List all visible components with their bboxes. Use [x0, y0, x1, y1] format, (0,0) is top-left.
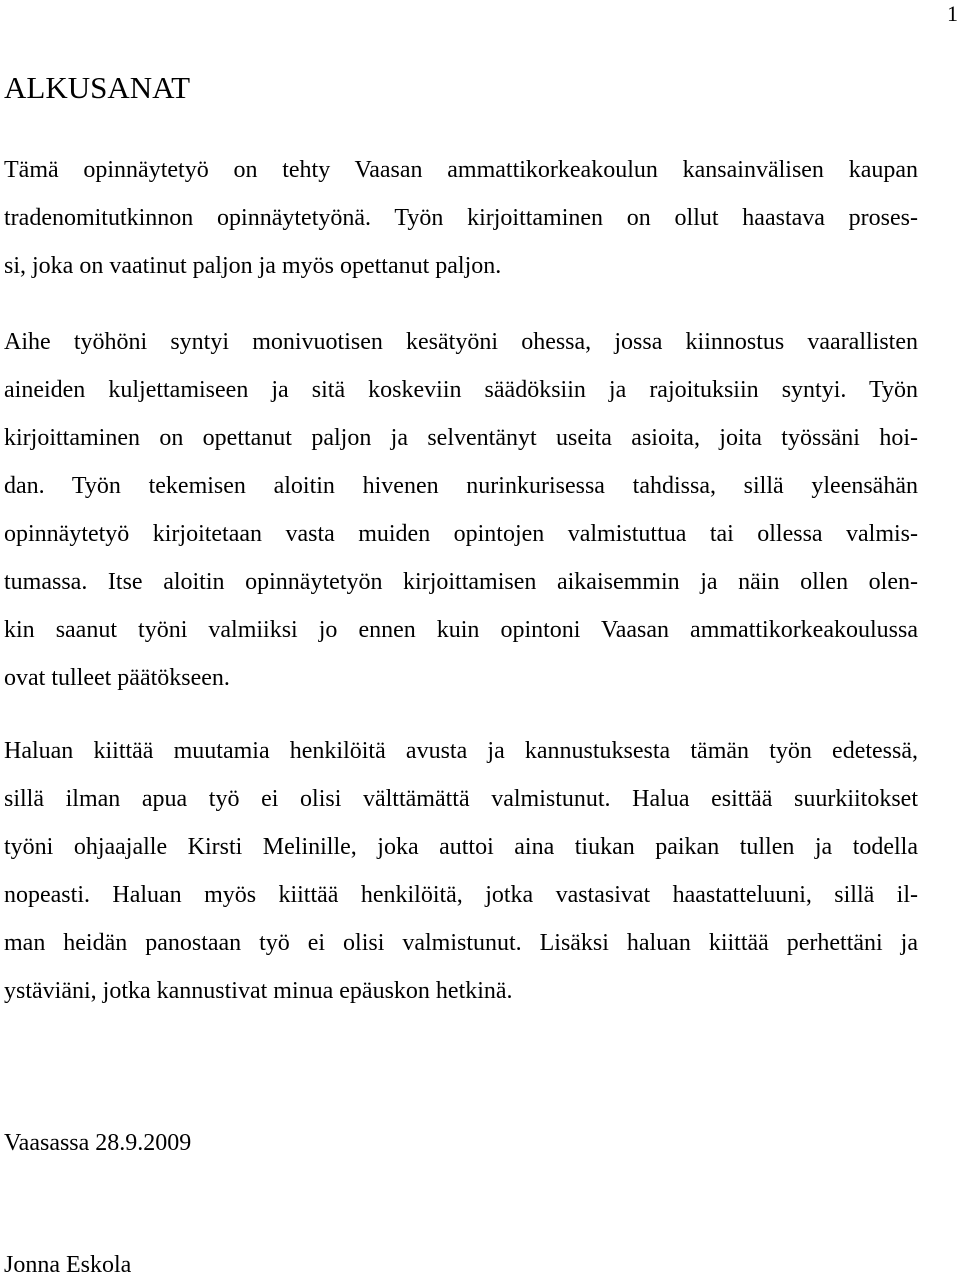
paragraph-line: si, joka on vaatinut paljon ja myös opettanut paljon.	[4, 253, 502, 279]
page-title: ALKUSANAT	[4, 70, 190, 105]
paragraph-line: dan. Työn tekemisen aloitin hivenen nurinkurisessa tahdissa, sillä yleensähän	[4, 473, 918, 499]
paragraph-line: nopeasti. Haluan myös kiittää henkilöitä, jotka vastasivat haastatteluuni, sillä il-	[4, 882, 918, 908]
paragraph-line: kin saanut työni valmiiksi jo ennen kuin opintoni Vaasan ammattikorkeakoulussa	[4, 617, 918, 643]
paragraph-topic	[4, 318, 918, 702]
paragraph-line: aineiden kuljettamiseen ja sitä koskeviin säädöksiin ja rajoituksiin syntyi. Työn	[4, 377, 918, 403]
paragraph-line: tradenomitutkinnon opinnäytetyönä. Työn kirjoittaminen on ollut haastava proses-	[4, 205, 918, 231]
paragraph-line: Haluan kiittää muutamia henkilöitä avusta ja kannustuksesta tämän työn edetessä,	[4, 738, 918, 764]
page-number: 1	[947, 1, 958, 26]
paragraph-intro	[4, 146, 918, 290]
paragraph-thanks	[4, 727, 918, 1015]
paragraph-line: tumassa. Itse aloitin opinnäytetyön kirjoittamisen aikaisemmin ja näin ollen olen-	[4, 569, 918, 595]
paragraph-line: ovat tulleet päätökseen.	[4, 665, 230, 691]
paragraph-line: opinnäytetyö kirjoitetaan vasta muiden opintojen valmistuttua tai ollessa valmis-	[4, 521, 918, 547]
paragraph-line: työni ohjaajalle Kirsti Melinille, joka auttoi aina tiukan paikan tullen ja todella	[4, 834, 918, 860]
paragraph-line: Tämä opinnäytetyö on tehty Vaasan ammattikorkeakoulun kansainvälisen kaupan	[4, 157, 918, 183]
paragraph-line: ystäviäni, jotka kannustivat minua epäuskon hetkinä.	[4, 978, 513, 1004]
paragraph-line: Aihe työhöni syntyi monivuotisen kesätyöni ohessa, jossa kiinnostus vaarallisten	[4, 329, 918, 355]
paragraph-line: kirjoittaminen on opettanut paljon ja selventänyt useita asioita, joita työssäni hoi-	[4, 425, 918, 451]
paragraph-line: man heidän panostaan työ ei olisi valmistunut. Lisäksi haluan kiittää perhettäni ja	[4, 930, 918, 956]
paragraph-line: sillä ilman apua työ ei olisi välttämättä valmistunut. Halua esittää suurkiitokset	[4, 786, 918, 812]
place-and-date: Vaasassa 28.9.2009	[4, 1130, 192, 1156]
author-name: Jonna Eskola	[4, 1252, 132, 1278]
